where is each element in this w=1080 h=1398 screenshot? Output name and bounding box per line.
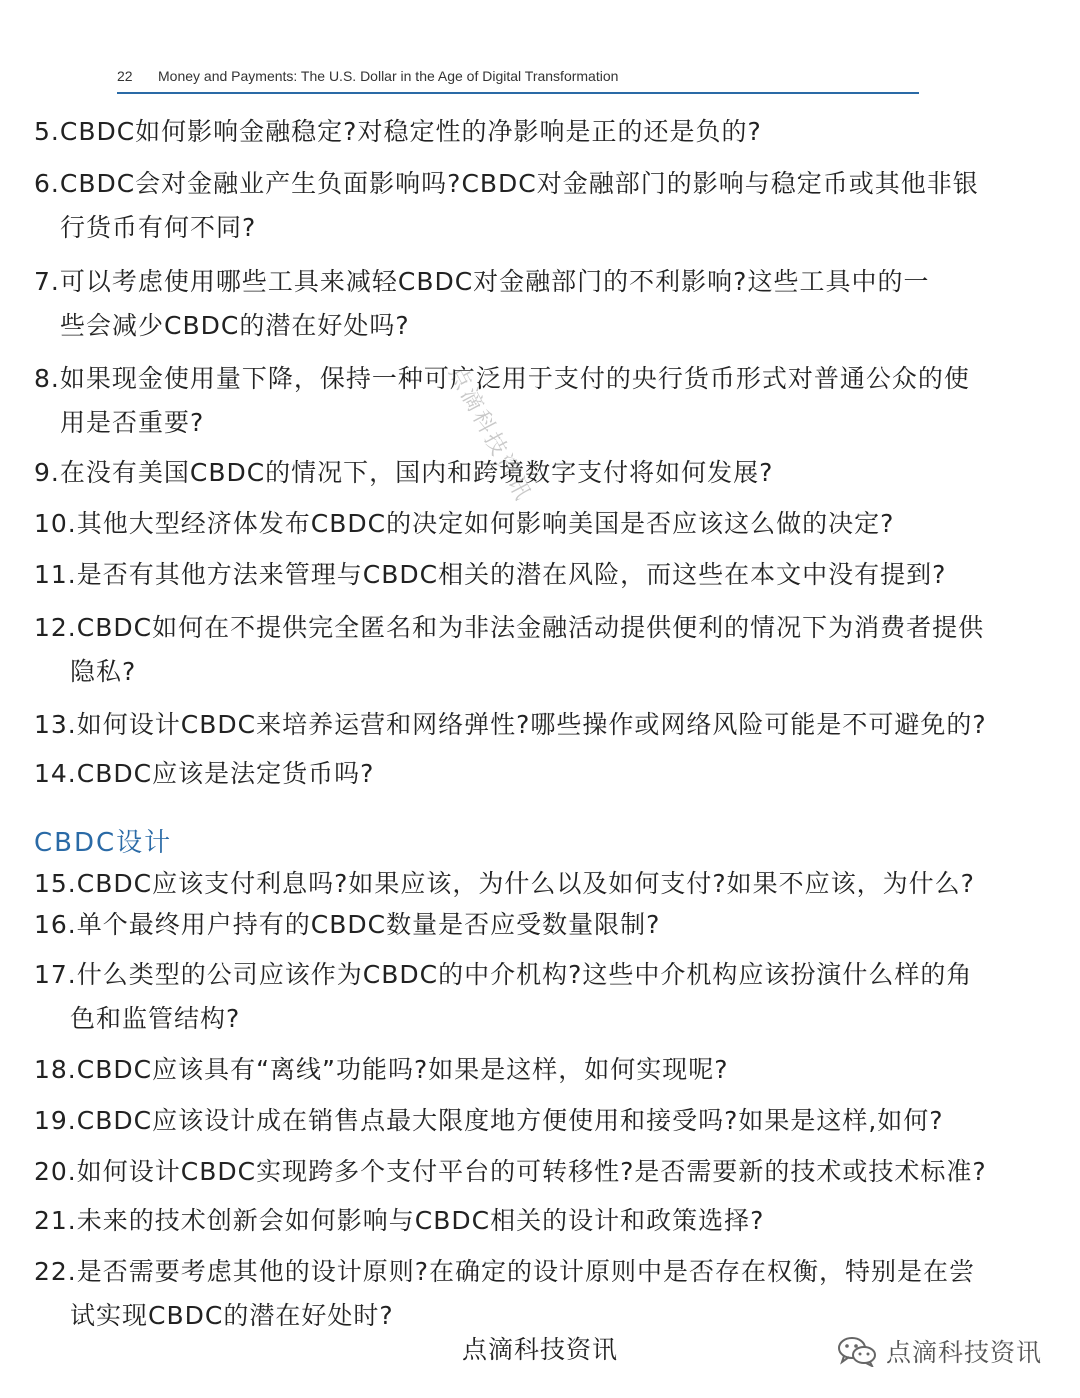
question-number: 17.	[34, 960, 77, 989]
question-text: 可以考虑使用哪些工具来减轻CBDC对金融部门的不利影响?这些工具中的一	[59, 267, 930, 296]
question-22	[34, 1250, 975, 1338]
question-number: 22.	[34, 1257, 77, 1286]
question-number: 14.	[34, 759, 77, 788]
question-text-continued: 色和监管结构?	[70, 1004, 241, 1033]
question-10	[34, 502, 894, 546]
question-16	[34, 903, 660, 947]
question-text-continued: 试实现CBDC的潜在好处时?	[70, 1301, 394, 1330]
question-5	[34, 110, 762, 154]
question-19	[34, 1099, 944, 1143]
question-6	[34, 162, 979, 250]
question-text: 什么类型的公司应该作为CBDC的中介机构?这些中介机构应该扮演什么样的角	[76, 960, 973, 989]
question-text: CBDC应该是法定货币吗?	[76, 759, 375, 788]
question-text: 如果现金使用量下降，保持一种可广泛用于支付的央行货币形式对普通公众的使	[59, 364, 970, 393]
question-number: 11.	[34, 560, 77, 589]
question-text: CBDC应该设计成在销售点最大限度地方便使用和接受吗?如果是这样,如何?	[76, 1106, 944, 1135]
wechat-icon	[836, 1335, 878, 1367]
question-20	[34, 1150, 987, 1194]
question-text: 如何设计CBDC来培养运营和网络弹性?哪些操作或网络风险可能是不可避免的?	[76, 710, 987, 739]
question-8	[34, 357, 970, 445]
question-text: 是否需要考虑其他的设计原则?在确定的设计原则中是否存在权衡，特别是在尝	[76, 1257, 976, 1286]
question-text-continued: 隐私?	[70, 657, 137, 686]
question-number: 20.	[34, 1157, 77, 1186]
question-text-continued: 用是否重要?	[60, 408, 205, 437]
wechat-account-badge[interactable]	[836, 1331, 1042, 1371]
question-text: 如何设计CBDC实现跨多个支付平台的可转移性?是否需要新的技术或技术标准?	[76, 1157, 987, 1186]
question-number: 6.	[34, 169, 60, 198]
question-number: 12.	[34, 613, 77, 642]
question-text: 在没有美国CBDC的情况下，国内和跨境数字支付将如何发展?	[59, 458, 774, 487]
question-number: 16.	[34, 910, 77, 939]
question-number: 19.	[34, 1106, 77, 1135]
question-text: 未来的技术创新会如何影响与CBDC相关的设计和政策选择?	[76, 1206, 765, 1235]
question-text: CBDC应该具有“离线”功能吗?如果是这样，如何实现呢?	[76, 1055, 729, 1084]
watermark: 点滴科技资讯	[443, 362, 537, 507]
question-number: 5.	[34, 117, 60, 146]
question-text: CBDC应该支付利息吗?如果应该，为什么以及如何支付?如果不应该，为什么?	[76, 869, 975, 898]
question-18	[34, 1048, 729, 1092]
question-text: CBDC会对金融业产生负面影响吗?CBDC对金融部门的影响与稳定币或其他非银	[59, 169, 979, 198]
question-7	[34, 260, 929, 348]
wechat-account-name: 点滴科技资讯	[886, 1338, 1043, 1367]
question-number: 13.	[34, 710, 77, 739]
footer-caption: 点滴科技资讯	[462, 1335, 619, 1364]
question-text: CBDC如何在不提供完全匿名和为非法金融活动提供便利的情况下为消费者提供	[76, 613, 985, 642]
page-number: 22	[117, 68, 133, 84]
question-21	[34, 1199, 764, 1243]
question-number: 18.	[34, 1055, 77, 1084]
question-number: 10.	[34, 509, 77, 538]
question-17	[34, 953, 972, 1041]
question-text: 其他大型经济体发布CBDC的决定如何影响美国是否应该这么做的决定?	[76, 509, 895, 538]
question-text-continued: 些会减少CBDC的潜在好处吗?	[60, 311, 410, 340]
question-text: CBDC如何影响金融稳定?对稳定性的净影响是正的还是负的?	[59, 117, 762, 146]
question-number: 7.	[34, 267, 60, 296]
running-title: Money and Payments: The U.S. Dollar in the Age of Digital Transformation	[158, 68, 619, 84]
question-14	[34, 752, 374, 796]
question-11	[34, 553, 946, 597]
question-13	[34, 703, 987, 747]
question-text-continued: 行货币有何不同?	[60, 213, 257, 242]
question-9	[34, 451, 773, 495]
question-number: 8.	[34, 364, 60, 393]
question-text: 单个最终用户持有的CBDC数量是否应受数量限制?	[76, 910, 661, 939]
question-number: 15.	[34, 869, 77, 898]
question-number: 21.	[34, 1206, 77, 1235]
header-rule	[117, 92, 919, 94]
question-15	[34, 862, 975, 906]
question-text: 是否有其他方法来管理与CBDC相关的潜在风险，而这些在本文中没有提到?	[76, 560, 947, 589]
question-12	[34, 606, 984, 694]
question-number: 9.	[34, 458, 60, 487]
section-heading: CBDC设计	[34, 828, 173, 858]
